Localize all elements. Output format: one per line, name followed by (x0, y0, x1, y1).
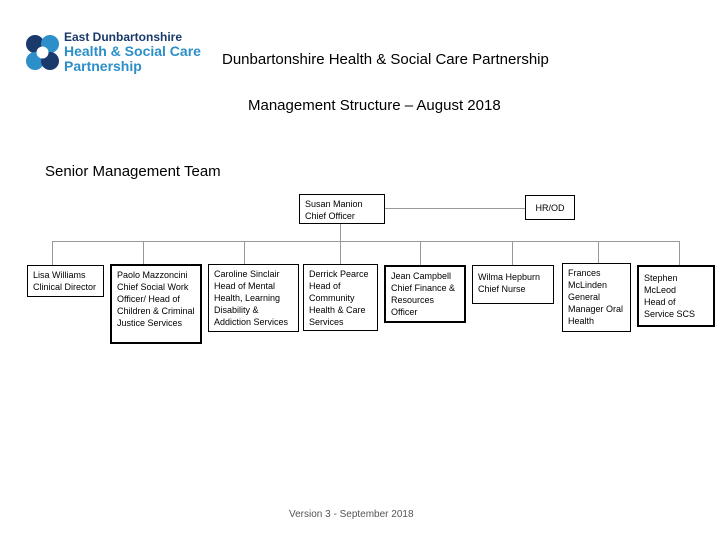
report-role: Clinical Director (33, 282, 97, 292)
report-role: General Manager Oral Health (568, 292, 624, 326)
report-box-paolo-mazzoncini (110, 264, 202, 344)
report-box-stephen-mcleod (637, 265, 715, 327)
chief-to-hrod-line (385, 208, 525, 209)
drop-line-3 (244, 241, 245, 264)
report-role: Head of Community Health & Care Services (309, 281, 366, 327)
drop-line-8 (679, 241, 680, 265)
report-name: Caroline Sinclair (214, 269, 280, 279)
drop-line-2 (143, 241, 144, 264)
chief-officer-role: Chief Officer (305, 211, 355, 221)
report-box-caroline-sinclair (208, 264, 299, 332)
report-box-lisa-williams (27, 265, 104, 297)
report-name: Derrick Pearce (309, 269, 369, 279)
report-role: Chief Finance & Resources Officer (391, 283, 456, 317)
hrod-label: HR/OD (535, 203, 565, 213)
drop-line-7 (598, 241, 599, 263)
hrod-box (525, 195, 575, 220)
chief-officer-name: Susan Manion (305, 199, 363, 209)
report-name: Wilma Hepburn (478, 272, 541, 282)
chief-down-line (340, 223, 341, 241)
report-box-wilma-hepburn (472, 265, 554, 304)
section-title: Senior Management Team (45, 163, 221, 180)
report-box-frances-mclinden (562, 263, 631, 332)
horizontal-connector (52, 241, 679, 242)
drop-line-6 (512, 241, 513, 265)
logo-line-1: East Dunbartonshire (64, 30, 183, 44)
structure-title: Management Structure – August 2018 (248, 97, 501, 114)
report-name: Frances McLinden (568, 268, 608, 290)
report-box-jean-campbell (384, 265, 466, 323)
partnership-logo (24, 30, 224, 74)
version-label: Version 3 - September 2018 (289, 509, 414, 520)
report-name: Paolo Mazzoncini (117, 270, 188, 280)
drop-line-1 (52, 241, 53, 265)
report-name: Lisa Williams (33, 270, 86, 280)
chief-officer-box (299, 194, 385, 224)
logo-line-2: Health & Social Care (64, 43, 201, 59)
report-role: Chief Social Work Officer/ Head of Children & Criminal Justice Services (117, 282, 195, 328)
drop-line-5 (420, 241, 421, 265)
report-role: Chief Nurse (478, 284, 526, 294)
report-box-derrick-pearce (303, 264, 378, 331)
report-role: Head of Mental Health, Learning Disability & Addiction Services (214, 281, 289, 327)
report-role: Head of Service SCS (644, 297, 696, 319)
report-name: Jean Campbell (391, 271, 452, 281)
partnership-logo-icon (24, 32, 62, 74)
organisation-title: Dunbartonshire Health & Social Care Partnership (222, 51, 549, 68)
report-name: Stephen McLeod (644, 273, 678, 295)
drop-line-4 (340, 241, 341, 264)
logo-line-3: Partnership (64, 58, 142, 74)
